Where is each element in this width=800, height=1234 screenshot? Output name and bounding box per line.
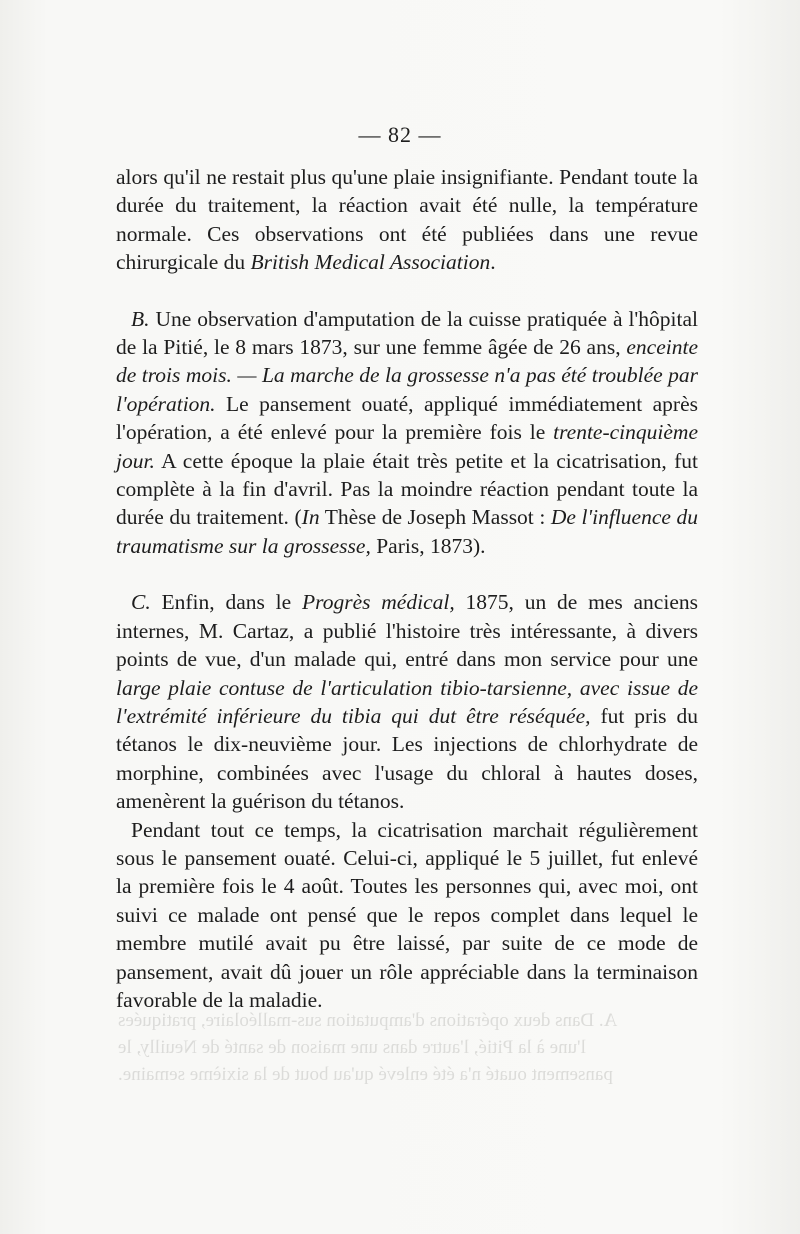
section-label-c: C.	[131, 590, 151, 615]
bleed-through-line-3: pansement ouaté n'a été enlevé qu'au bout de la sixième semaine.	[118, 1064, 613, 1085]
body-text	[116, 163, 698, 1014]
paragraph-b: B. Une observation d'amputation de la cuisse pratiquée à l'hôpital de la Pitié, le 8 mars 1873, sur une femme âgée de 26 ans, enceinte de trois mois. — La marche de la grossesse n'a pas été troublée par l'opération. Le pansement ouaté, appliqué immédiatement après l'opération, a été enlevé pour la première fois le trente-cinquième jour. A cette époque la plaie était très petite et la cicatrisation, fut complète à la fin d'avril. Pas la moindre réaction pendant toute la durée du traitement. (In Thèse de Joseph Massot : De l'influence du traumatisme sur la grossesse, Paris, 1873).	[116, 306, 698, 558]
paragraph-4: Pendant tout ce temps, la cicatrisation marchait régulièrement sous le pansement ouaté. Celui-ci, appliqué le 5 juillet, fut enlevé la première fois le 4 août. Toutes les personnes qui, avec moi, ont suivi ce malade ont pensé que le repos complet dans lequel le membre mutilé avait pu être laissé, par suite de ce mode de pansement, avait dû jouer un rôle appréciable dans la terminaison favorable de la maladie.	[116, 817, 698, 1012]
page-number: — 82 —	[358, 122, 442, 147]
bleed-through-line-2: l'une à la Pitié, l'autre dans une maison de santé de Neuilly, le	[118, 1037, 586, 1058]
paragraph-c: C. Enfin, dans le Progrès médical, 1875, un de mes anciens internes, M. Cartaz, a publié l'histoire très intéressante, à divers points de vue, d'un malade qui, entré dans mon service pour une large plaie contuse de l'articulation tibio-tarsienne, avec issue de l'extrémité inférieure du tibia qui dut être réséquée, fut pris du tétanos le dix-neuvième jour. Les injections de chlorhydrate de morphine, combinées avec l'usage du chloral à hautes doses, amenèrent la guérison du tétanos.	[116, 590, 698, 814]
bleed-through-line-1: A. Dans deux opérations d'amputation sus-malléolaire, pratiquées	[118, 1010, 618, 1031]
section-label-b: B.	[131, 306, 150, 331]
paragraph-1: alors qu'il ne restait plus qu'une plaie insignifiante. Pendant toute la durée du traitement, la réaction avait été nulle, la température normale. Ces observations ont été publiées dans une revue chirurgicale du British Medical Association.	[116, 165, 698, 275]
